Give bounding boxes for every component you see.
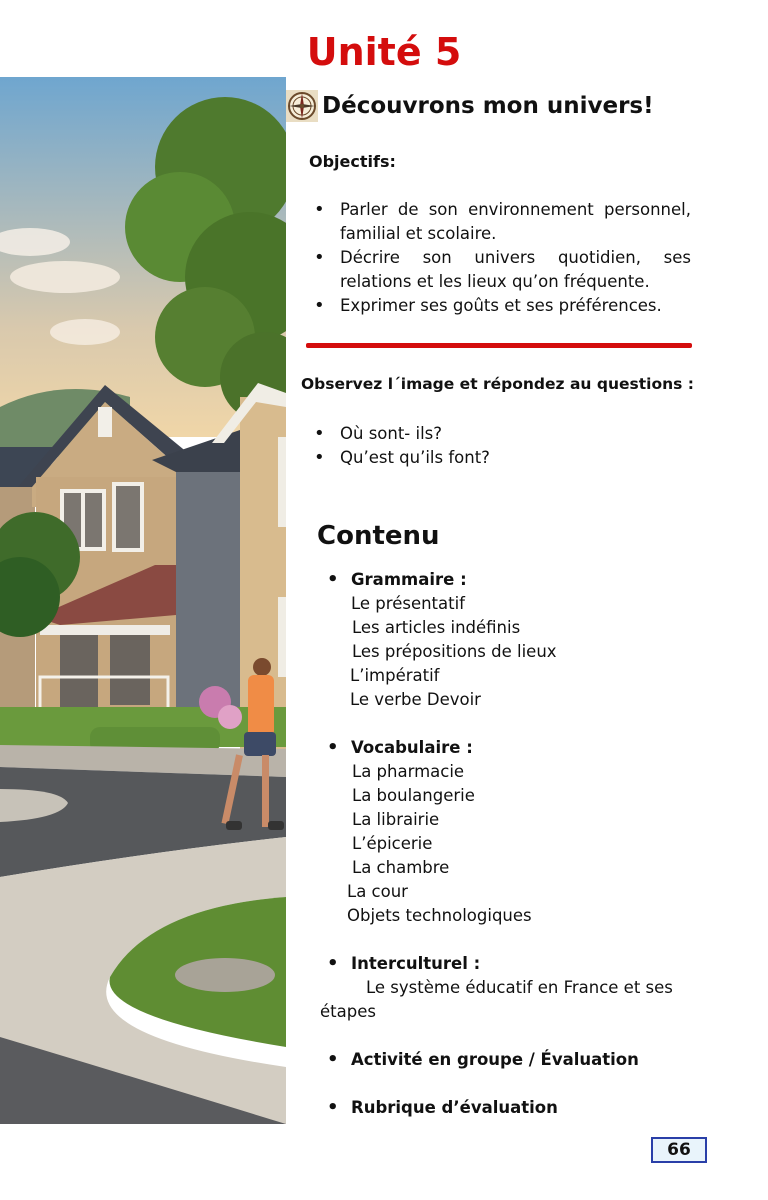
- grammaire-item: Le verbe Devoir: [350, 690, 481, 709]
- grammaire-item: Les prépositions de lieux: [352, 642, 557, 661]
- unit-heading-row: [286, 88, 654, 124]
- interculturel-section: [320, 952, 673, 1024]
- unit-heading: Découvrons mon univers!: [322, 93, 654, 119]
- vocabulaire-item: Objets technologiques: [347, 906, 532, 925]
- objective-item: • Exprimer ses goûts et ses préférences.: [309, 294, 691, 318]
- activite-label: • Activité en groupe / Évaluation: [327, 1048, 639, 1072]
- interculturel-label: • Interculturel :: [327, 952, 673, 976]
- interculturel-text: Le système éducatif en France et ses: [366, 978, 673, 997]
- vocabulaire-item: La boulangerie: [352, 786, 475, 805]
- vocabulaire-section: [327, 736, 532, 928]
- grammaire-section: [327, 568, 557, 712]
- vocabulaire-item: La librairie: [352, 810, 440, 829]
- questions-list: [309, 422, 689, 470]
- grammaire-item: Le présentatif: [351, 594, 465, 613]
- compass-icon: [286, 90, 318, 122]
- neighborhood-illustration: [0, 77, 286, 1124]
- objective-item: • Parler de son environnement personnel, familial et scolaire.: [309, 198, 691, 246]
- vocabulaire-item: La pharmacie: [352, 762, 465, 781]
- page-number: 66: [651, 1137, 707, 1163]
- vocabulaire-item: La cour: [347, 882, 408, 901]
- vocabulaire-item: La chambre: [352, 858, 450, 877]
- rubrique-section: [327, 1096, 558, 1120]
- question-item: • Où sont- ils?: [309, 422, 689, 446]
- contenu-title: Contenu: [317, 521, 440, 551]
- grammaire-label: • Grammaire :: [327, 568, 557, 592]
- interculturel-text-cont: étapes: [320, 1002, 376, 1021]
- section-divider: [306, 343, 692, 348]
- vocabulaire-label: • Vocabulaire :: [327, 736, 532, 760]
- grammaire-item: Les articles indéfinis: [352, 618, 521, 637]
- observe-prompt: Observez l´image et répondez au questions :: [301, 375, 694, 393]
- rubrique-label: • Rubrique d’évaluation: [327, 1096, 558, 1120]
- question-item: • Qu’est qu’ils font?: [309, 446, 689, 470]
- objective-item: • Décrire son univers quotidien, ses relations et les lieux qu’on fréquente.: [309, 246, 691, 294]
- objectives-list: [309, 198, 691, 318]
- objectives-label: Objectifs:: [309, 152, 396, 171]
- vocabulaire-item: L’épicerie: [352, 834, 433, 853]
- activite-section: [327, 1048, 639, 1072]
- grammaire-item: L’impératif: [350, 666, 440, 685]
- unit-title: Unité 5: [306, 30, 462, 74]
